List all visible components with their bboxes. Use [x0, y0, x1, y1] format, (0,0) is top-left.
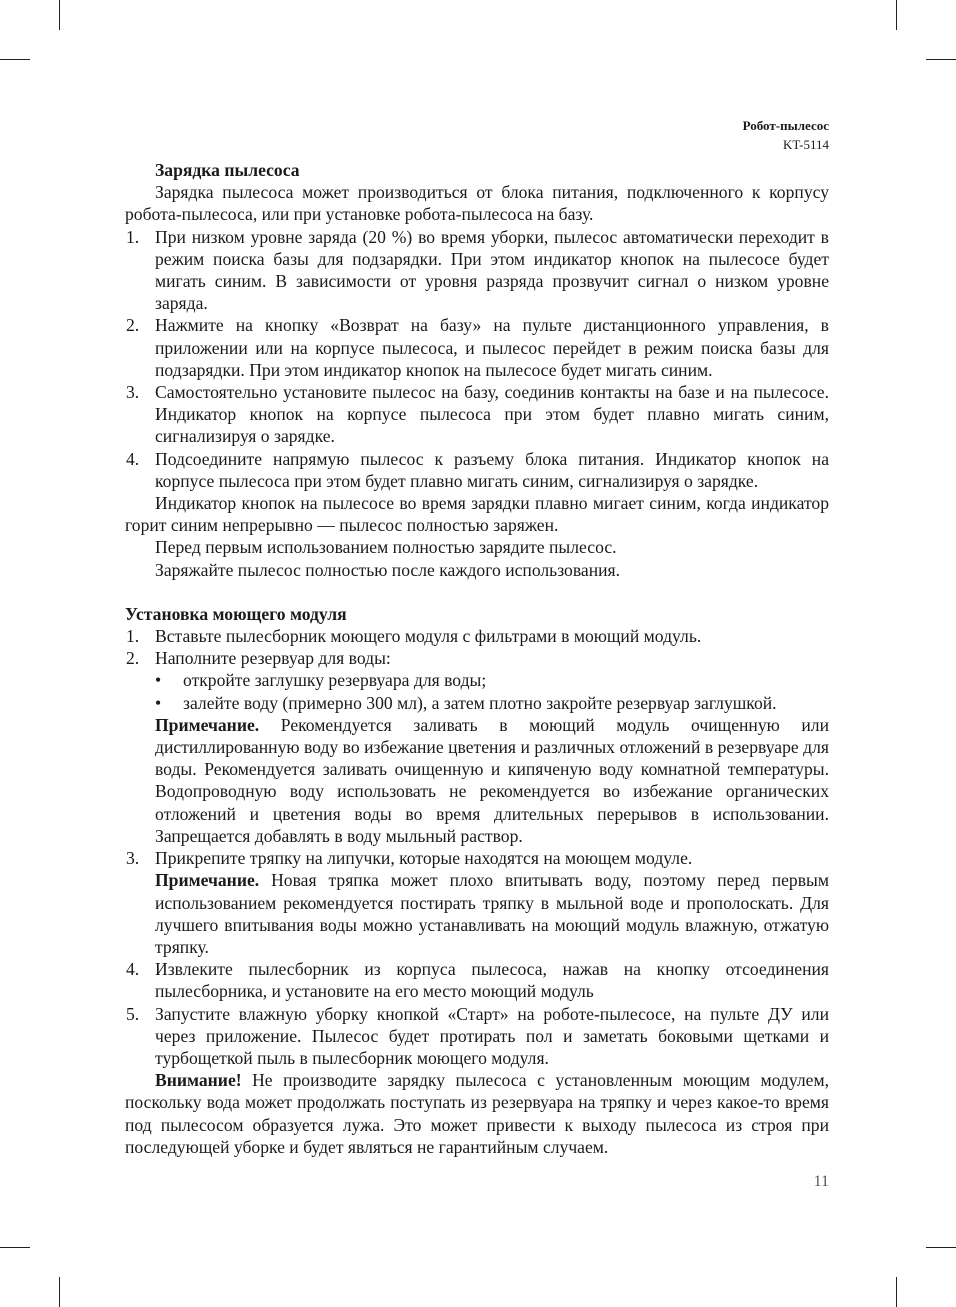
header-model: KT-5114: [783, 137, 829, 152]
note: Примечание. Новая тряпка может плохо впитывать воду, поэтому перед первым использованием рекомендуется постирать тряпку в мыльной воде и прополоскать. Для лучшего впитывания воды можно устанавливать на моющий модуль влажную, отжатую тряпку.: [155, 870, 829, 957]
list-item: 5. Запустите влажную уборку кнопкой «Старт» на роботе-пылесосе, на пульте ДУ или через приложение. Пылесос будет протирать пол и заметать боковыми щетками и турбощеткой пыль в пылесборник моющего модуля.: [126, 1003, 829, 1068]
paragraph: Зарядка пылесоса может производиться от блока питания, подключенного к корпусу робота-пылесоса, или при установке робота-пылесоса на базу.: [125, 182, 829, 225]
note: Примечание. Рекомендуется заливать в моющий модуль очищенную или дистиллированную воду во избежание цветения и различных отложений в резервуаре для воды. Рекомендуется заливать очищенную и кипяченую воду комнатной температуры. Водопроводную воду использовать не рекомендуется во избежание органических отложений и цветения воды во время длительных перерывов в использовании. Запрещается добавлять в воду мыльный раствор.: [155, 714, 829, 846]
crop-mark: [59, 1277, 60, 1307]
warning: Внимание! Не производите зарядку пылесоса с установленным моющим модулем, поскольку вода может продолжать поступать из резервуара на тряпку и через какое-то время под пылесосом образуется лужа. Это может привести к выходу пылесоса из строя при последующей уборке и будет являться не гарантийным случаем.: [125, 1070, 829, 1157]
list-item: 2. Нажмите на кнопку «Возврат на базу» на пульте дистанционного управления, в приложении или на корпусе пылесоса, и пылесос перейдет в режим поиска базы для подзарядки. При этом индикатор кнопок на пылесосе будет мигать синим.: [126, 315, 829, 380]
crop-mark: [59, 0, 60, 30]
paragraph: Заряжайте пылесос полностью после каждого использования.: [155, 559, 621, 580]
header-title: Робот-пылесос: [742, 118, 829, 133]
list-item: 1. Вставьте пылесборник моющего модуля с фильтрами в моющий модуль.: [126, 626, 702, 647]
crop-mark: [926, 1247, 956, 1248]
bullet-item: • откройте заглушку резервуара для воды;: [155, 670, 487, 691]
page-number: 11: [813, 1173, 829, 1190]
page-body: [125, 159, 829, 1158]
list-item: 3. Самостоятельно установите пылесос на базу, соединив контакты на базе и на пылесосе. Индикатор кнопок на корпусе пылесоса при этом будет плавно мигать синим, сигнализируя о зарядке.: [126, 382, 829, 447]
paragraph: Индикатор кнопок на пылесосе во время зарядки плавно мигает синим, когда индикатор горит синим непрерывно — пылесос полностью заряжен.: [125, 493, 829, 536]
list-item: 1. При низком уровне заряда (20 %) во время уборки, пылесос автоматически переходит в режим поиска базы для подзарядки. При этом индикатор кнопок на пылесосе будет мигать синим. В зависимости от уровня разряда прозвучит сигнал о низком уровне заряда.: [126, 226, 829, 314]
crop-mark: [0, 1247, 30, 1248]
list-item: 4. Извлеките пылесборник из корпуса пылесоса, нажав на кнопку отсоединения пылесборника, и установите на его место моющий модуль: [126, 959, 829, 1002]
crop-mark: [896, 0, 897, 30]
crop-mark: [896, 1277, 897, 1307]
section-heading-mop: Установка моющего модуля: [125, 603, 347, 624]
bullet-item: • залейте воду (примерно 300 мл), а затем плотно закройте резервуар заглушкой.: [155, 692, 777, 713]
paragraph: Перед первым использованием полностью зарядите пылесос.: [155, 537, 617, 558]
crop-mark: [0, 59, 30, 60]
section-heading-charging: Зарядка пылесоса: [155, 160, 300, 180]
list-item: 3. Прикрепите тряпку на липучки, которые находятся на моющем модуле.: [126, 848, 693, 869]
list-item: 4. Подсоедините напрямую пылесос к разъему блока питания. Индикатор кнопок на корпусе пылесоса при этом будет плавно мигать синим, сигнализируя о зарядке.: [126, 448, 829, 491]
crop-mark: [926, 59, 956, 60]
list-item: 2. Наполните резервуар для воды:: [126, 648, 391, 669]
running-header: [743, 116, 829, 154]
